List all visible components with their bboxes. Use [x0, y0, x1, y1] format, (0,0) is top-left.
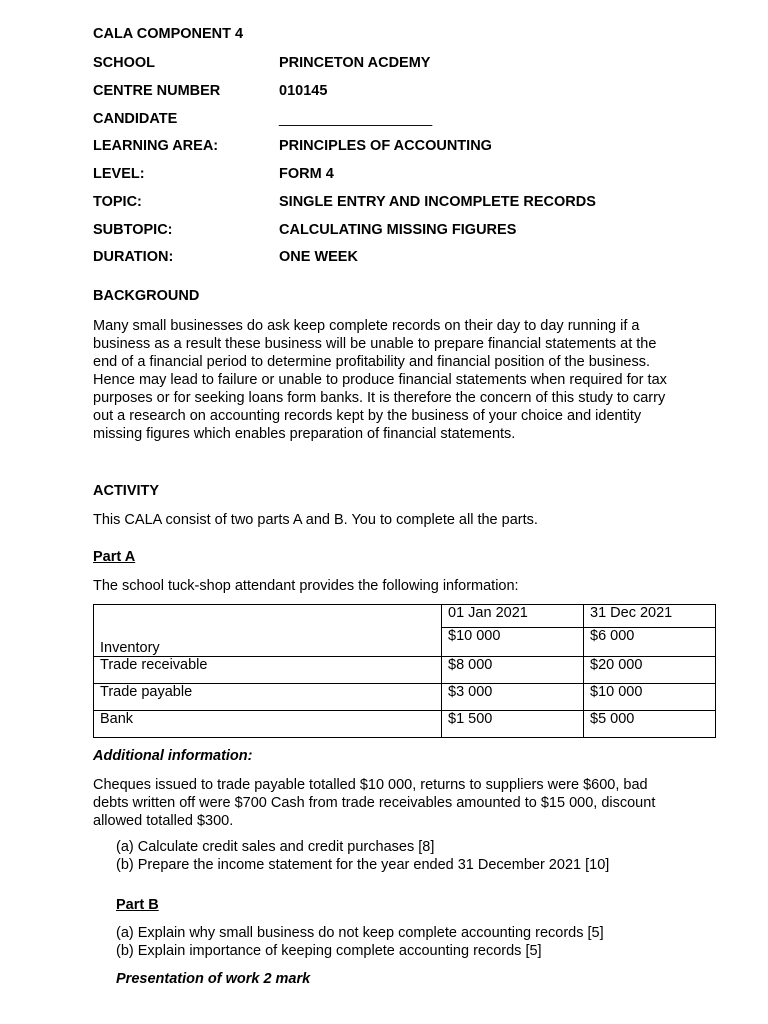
meta-value: FORM 4: [279, 166, 334, 182]
activity-heading: ACTIVITY: [93, 483, 160, 499]
table-cell: $10 000: [584, 684, 716, 711]
table-cell: $10 000: [442, 628, 584, 657]
meta-label: LEARNING AREA:: [93, 138, 219, 154]
table-cell: Trade receivable: [94, 657, 442, 684]
activity-paragraph: This CALA consist of two parts A and B. You to complete all the parts.: [93, 512, 538, 528]
part-b-question-a: (a) Explain why small business do not keep complete accounting records [5]: [116, 925, 604, 941]
meta-row-learning-area: [93, 138, 713, 158]
table-row: [94, 657, 716, 684]
meta-row-subtopic: [93, 222, 713, 242]
table-cell: Bank: [94, 711, 442, 738]
table-cell: $1 500: [442, 711, 584, 738]
meta-value: ONE WEEK: [279, 249, 358, 265]
meta-value: SINGLE ENTRY AND INCOMPLETE RECORDS: [279, 194, 596, 210]
table-row: [94, 711, 716, 738]
meta-label: SUBTOPIC:: [93, 222, 173, 238]
meta-row-school: [93, 55, 713, 75]
part-a-question-b: (b) Prepare the income statement for the year ended 31 December 2021 [10]: [116, 857, 610, 873]
balances-table: [93, 604, 716, 738]
presentation-note: Presentation of work 2 mark: [116, 971, 311, 987]
meta-row-topic: [93, 194, 713, 214]
meta-label: DURATION:: [93, 249, 174, 265]
column-header: 31 Dec 2021: [584, 605, 716, 628]
row-label: Inventory: [100, 640, 160, 656]
table-cell: $3 000: [442, 684, 584, 711]
table-cell: $5 000: [584, 711, 716, 738]
meta-value: PRINCETON ACDEMY: [279, 55, 431, 71]
background-paragraph: Many small businesses do ask keep complete records on their day to day running if a business as a result these business will be unable to prepare financial statements at the end of a financial period to determine profitability and financial position of the business. Hence may lead to failure or unable to produce financial statements when required for tax purposes or for seeking loans form banks. It is therefore the concern of this study to carry out a research on accounting records kept by the business of your choice and identity missing figures which enables preparation of financial statements.: [93, 318, 667, 442]
meta-label: LEVEL:: [93, 166, 145, 182]
meta-value: PRINCIPLES OF ACCOUNTING: [279, 138, 492, 154]
meta-label: TOPIC:: [93, 194, 142, 210]
additional-info-heading: Additional information:: [93, 748, 253, 764]
table-row: [94, 684, 716, 711]
meta-row-candidate: [93, 111, 713, 131]
table-header-row: [94, 605, 716, 628]
meta-row-duration: [93, 249, 713, 269]
part-a-intro: The school tuck-shop attendant provides the following information:: [93, 578, 519, 594]
part-a-question-a: (a) Calculate credit sales and credit purchases [8]: [116, 839, 435, 855]
part-b-heading: Part B: [116, 897, 159, 913]
meta-value: CALCULATING MISSING FIGURES: [279, 222, 517, 238]
column-header: 01 Jan 2021: [442, 605, 584, 628]
table-cell: $6 000: [584, 628, 716, 657]
table-cell: $8 000: [442, 657, 584, 684]
part-b-question-b: (b) Explain importance of keeping complete accounting records [5]: [116, 943, 542, 959]
additional-info-paragraph: Cheques issued to trade payable totalled $10 000, returns to suppliers were $600, bad debts written off were $700 Cash from trade receivables amounted to $15 000, discount allowed totalled $300.: [93, 777, 656, 829]
meta-value: 010145: [279, 83, 328, 99]
meta-label: CENTRE NUMBER: [93, 83, 221, 99]
candidate-blank-line: ___________________: [279, 111, 433, 127]
meta-label: CANDIDATE: [93, 111, 178, 127]
meta-label: SCHOOL: [93, 55, 156, 71]
background-heading: BACKGROUND: [93, 288, 200, 304]
table-cell: Trade payable: [94, 684, 442, 711]
meta-row-centre-number: [93, 83, 713, 103]
table-cell: [94, 605, 442, 657]
document-title: CALA COMPONENT 4: [93, 26, 244, 42]
meta-row-level: [93, 166, 713, 186]
table-cell: $20 000: [584, 657, 716, 684]
part-a-heading: Part A: [93, 549, 136, 565]
